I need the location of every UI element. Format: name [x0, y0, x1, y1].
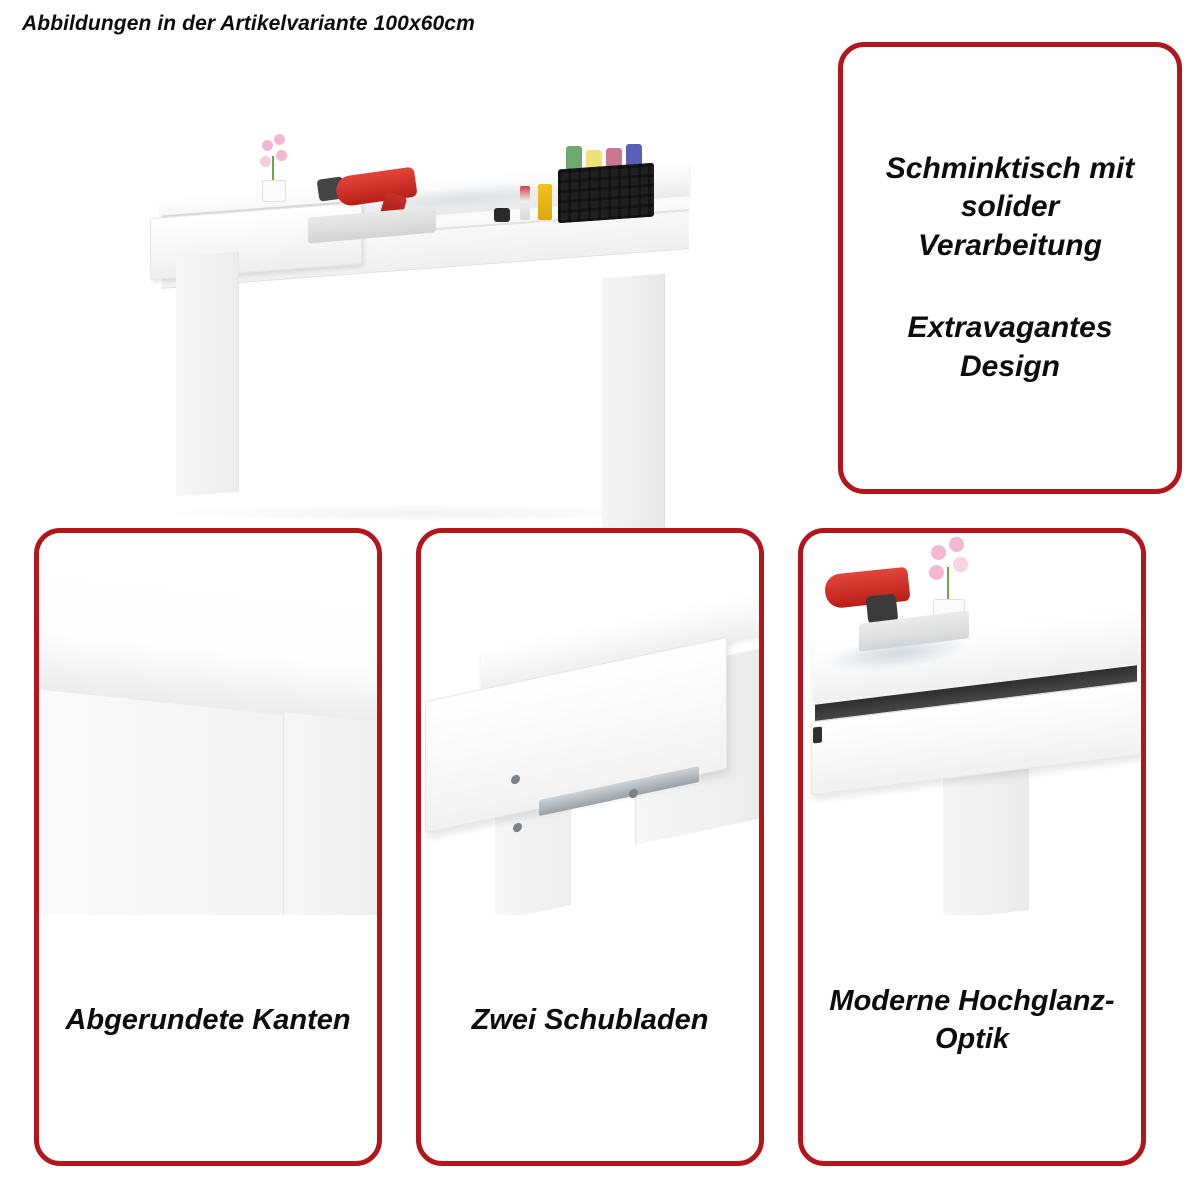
flower-stem — [947, 567, 949, 601]
flower-blossom — [276, 150, 287, 161]
variant-caption: Abbildungen in der Artikelvariante 100x60cm — [22, 12, 475, 35]
flower-blossom — [953, 557, 968, 572]
hero-product-image — [0, 44, 820, 524]
storage-basket-prop — [558, 146, 654, 218]
desk-illustration — [140, 124, 700, 554]
edge-front-face — [39, 685, 299, 915]
desk-leg-right — [602, 274, 665, 541]
flower-blossom — [260, 156, 271, 167]
desk-leg — [943, 760, 1029, 915]
detail-image-high-gloss — [803, 533, 1141, 915]
cosmetic-bottle-prop — [538, 184, 552, 220]
flower-stem — [272, 156, 274, 182]
detail-caption-rounded-edges: Abgerundete Kanten — [65, 1004, 351, 1037]
detail-box-rounded-edges — [34, 528, 382, 1166]
feature-headline-primary: Schminktisch mit solider Verarbeitung — [885, 152, 1135, 262]
detail-box-high-gloss — [798, 528, 1146, 1166]
feature-headline-secondary: Extravagantes Design — [907, 311, 1113, 383]
detail-image-rounded-edges — [39, 533, 377, 915]
edge-side-face — [283, 712, 377, 915]
flower-blossom — [931, 545, 946, 560]
desk-leg-left — [176, 252, 239, 497]
flower-blossom — [262, 140, 273, 151]
detail-box-two-drawers — [416, 528, 764, 1166]
lipstick-prop — [520, 186, 530, 220]
detail-caption-two-drawers: Zwei Schubladen — [471, 1004, 709, 1037]
detail-caption-high-gloss: Moderne Hochglanz-Optik — [829, 985, 1115, 1055]
flower-blossom — [274, 134, 285, 145]
drawer-handle — [813, 726, 822, 743]
basket-body — [558, 163, 654, 224]
flower-pot-prop — [250, 134, 296, 204]
hair-clip-prop — [494, 208, 510, 222]
flower-blossom — [949, 537, 964, 552]
flower-pot — [262, 180, 286, 202]
detail-image-two-drawers — [421, 533, 759, 915]
flower-blossom — [929, 565, 944, 580]
feature-callout-box — [838, 42, 1182, 494]
